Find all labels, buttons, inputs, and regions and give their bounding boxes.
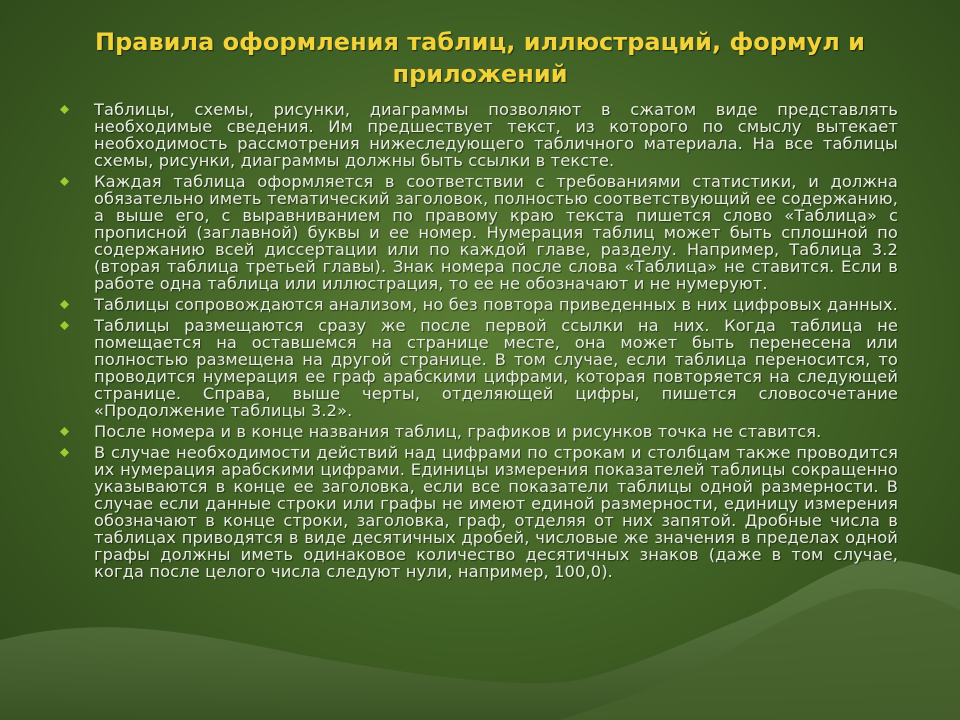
- list-item: [58, 444, 898, 580]
- list-item: [58, 423, 898, 440]
- slide-title: Правила оформления таблиц, иллюстраций, формул и приложений: [95, 28, 865, 88]
- list-item: [58, 101, 898, 169]
- list-item: [58, 296, 898, 313]
- bullet-list: [58, 101, 898, 584]
- bullet-text: Таблицы сопровождаются анализом, но без повтора приведенных в них цифровых данных.: [94, 295, 898, 314]
- bullet-text: Таблицы, схемы, рисунки, диаграммы позволяют в сжатом виде представлять необходимые сведения. Им предшествует текст, из которого по смыслу вытекает необходимость рассмотрения нижеследующего табличного материала. На все таблицы схемы, рисунки, диаграммы должны быть ссылки в тексте.: [94, 100, 898, 170]
- green-diamond-icon: [60, 321, 69, 330]
- green-diamond-icon: [60, 427, 69, 436]
- bullet-text: Каждая таблица оформляется в соответствии с требованиями статистики, и должна обязательно иметь тематический заголовок, полностью соответствующий ее содержанию, а выше его, с выравниванием по правому краю текста пишется слово «Таблица» с прописной (заглавной) буквы и ее номер. Нумерация таблиц может быть сплошной по содержанию всей диссертации или по каждой главе, разделу. Например, Таблица 3.2 (вторая таблица третьей главы). Знак номера после слова «Таблица» не ставится. Если в работе одна таблица или иллюстрация, то ее не обозначают и не нумеруют.: [94, 172, 898, 293]
- bullet-text: Таблицы размещаются сразу же после первой ссылки на них. Когда таблица не помещается на оставшемся на странице месте, она может быть перенесена или полностью размещена на другой странице. В том случае, если таблица переносится, то проводится нумерация ее граф арабскими цифрами, которая повторяется на следующей странице. Справа, выше черты, отделяющей цифры, пишется словосочетание «Продолжение таблицы 3.2».: [94, 316, 898, 420]
- bullet-text: После номера и в конце названия таблиц, графиков и рисунков точка не ставится.: [94, 422, 822, 441]
- green-diamond-icon: [60, 448, 69, 457]
- list-item: [58, 317, 898, 419]
- list-item: [58, 173, 898, 292]
- green-diamond-icon: [60, 300, 69, 309]
- bullet-text: В случае необходимости действий над цифрами по строкам и столбцам также проводится их нумерация арабскими цифрами. Единицы измерения показателей таблицы сокращенно указываются в конце ее заголовка, если все показатели таблицы одной размерности. В случае если данные строки или графы не имеют единой размерности, единицу измерения обозначают в конце строки, заголовка, граф, отделяя от них запятой. Дробные числа в таблицах приводятся в виде десятичных дробей, числовые же значения в пределах одной графы должны иметь одинаковое количество десятичных знаков (даже в том случае, когда после целого числа следуют нули, например, 100,0).: [94, 443, 898, 581]
- green-diamond-icon: [60, 177, 69, 186]
- green-diamond-icon: [60, 105, 69, 114]
